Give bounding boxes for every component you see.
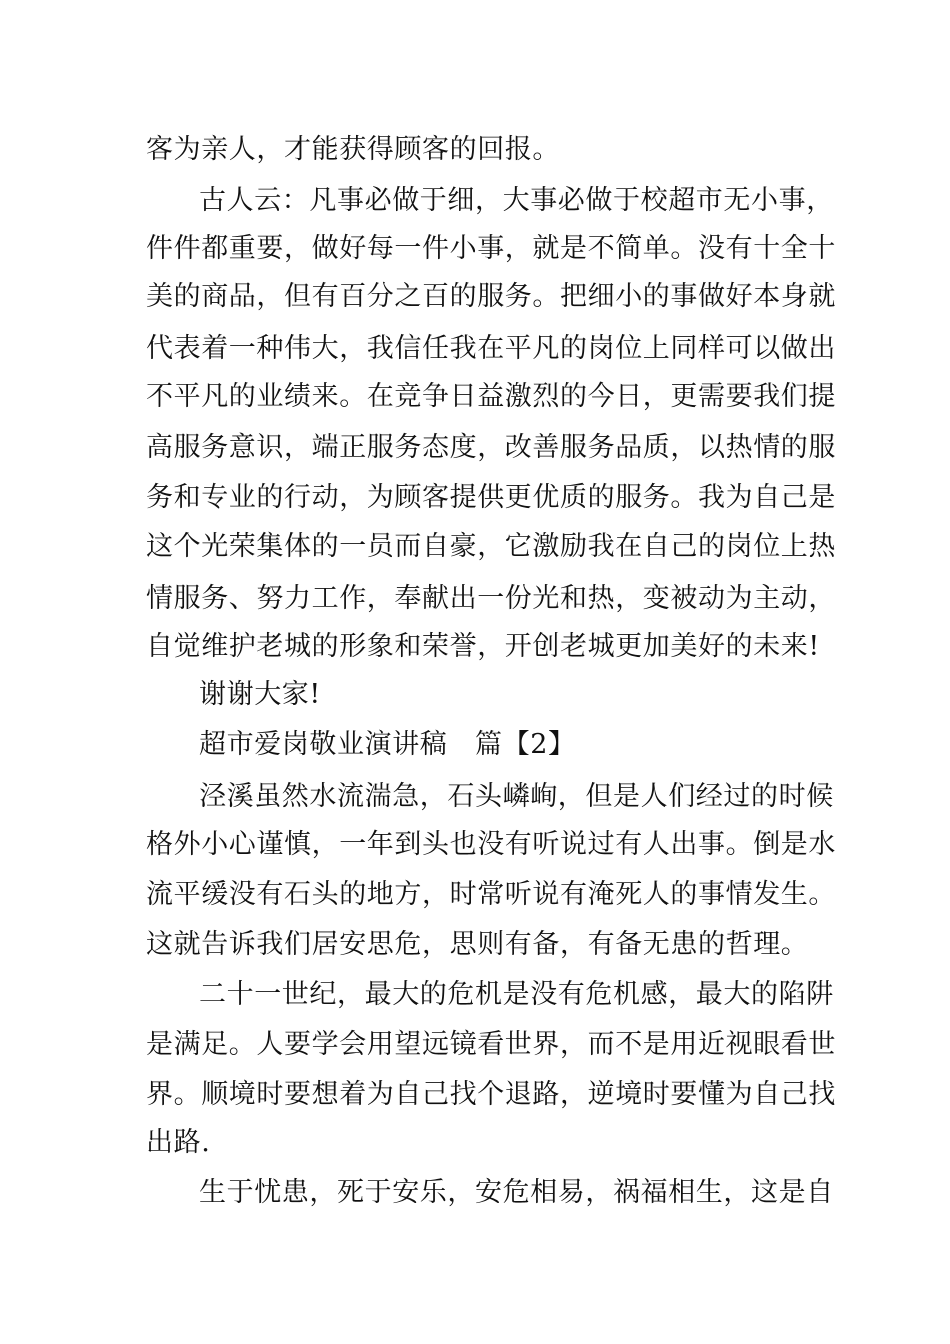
- closing-line: 谢谢大家!: [199, 679, 321, 710]
- section-heading: 超市爱岗敬业演讲稿 篇【2】: [199, 729, 576, 760]
- text-line: 格外小心谨慎，一年到头也没有听说过有人出事。倒是水: [146, 829, 836, 860]
- text-line: 出路.: [146, 1127, 211, 1158]
- paragraph-start-line: 泾溪虽然水流湍急，石头嶙峋，但是人们经过的时候: [199, 781, 834, 812]
- text-line: 界。顺境时要想着为自己找个退路，逆境时要懂为自己找: [146, 1079, 836, 1110]
- paragraph-start-line: 古人云：凡事必做于细，大事必做于校超市无小事，: [199, 185, 834, 216]
- text-line: 是满足。人要学会用望远镜看世界，而不是用近视眼看世: [146, 1029, 836, 1060]
- text-line: 自觉维护老城的形象和荣誉，开创老城更加美好的未来!: [146, 631, 820, 662]
- text-line: 这就告诉我们居安思危，思则有备，有备无患的哲理。: [146, 929, 809, 960]
- text-line: 高服务意识，端正服务态度，改善服务品质，以热情的服: [146, 432, 836, 463]
- text-line: 美的商品，但有百分之百的服务。把细小的事做好本身就: [146, 281, 836, 312]
- paragraph-start-line: 二十一世纪，最大的危机是没有危机感，最大的陷阱: [199, 979, 834, 1010]
- text-line: 代表着一种伟大，我信任我在平凡的岗位上同样可以做出: [146, 333, 836, 364]
- paragraph-start-line: 生于忧患，死于安乐，安危相易，祸福相生，这是自: [199, 1177, 834, 1208]
- text-line: 客为亲人，才能获得顾客的回报。: [146, 134, 560, 165]
- text-line: 务和专业的行动，为顾客提供更优质的服务。我为自己是: [146, 482, 836, 513]
- text-line: 不平凡的业绩来。在竞争日益激烈的今日，更需要我们提: [146, 381, 836, 412]
- text-line: 流平缓没有石头的地方，时常听说有淹死人的事情发生。: [146, 879, 836, 910]
- text-line: 件件都重要，做好每一件小事，就是不简单。没有十全十: [146, 233, 836, 264]
- text-line: 这个光荣集体的一员而自豪，它激励我在自己的岗位上热: [146, 531, 836, 562]
- text-line: 情服务、努力工作，奉献出一份光和热，变被动为主动，: [146, 583, 836, 614]
